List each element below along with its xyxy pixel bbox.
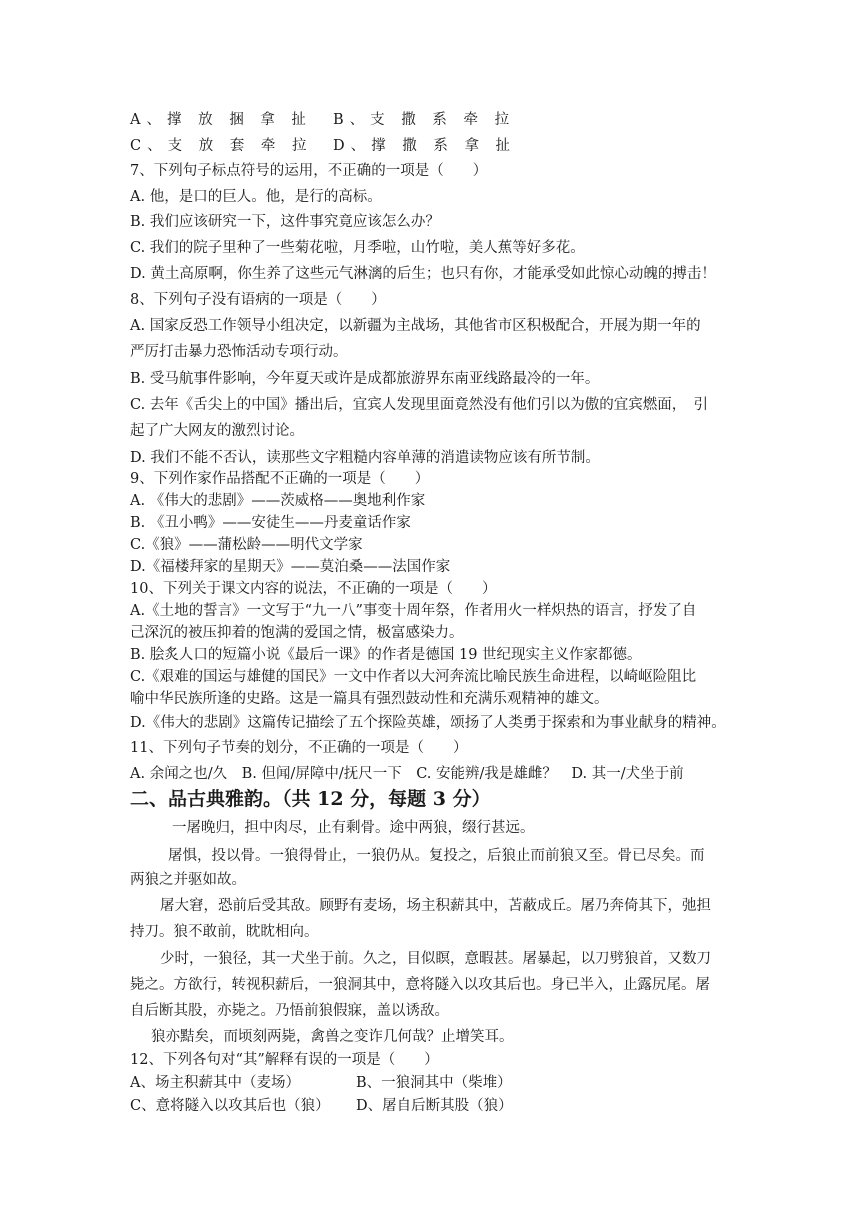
q7-stem: 7、下列句子标点符号的运用，不正确的一项是（ ） xyxy=(130,163,488,179)
q6-option-b: B、支 撒 系 牵 拉 xyxy=(333,112,516,128)
q7-option-a: A. 他，是口的巨人。他，是行的高标。 xyxy=(130,189,382,205)
passage-paragraph-2-line1: 屠惧，投以骨。一狼得骨止，一狼仍从。复投之，后狼止而前狼又至。骨已尽矣。而 xyxy=(168,848,705,864)
q7-option-c: C. 我们的院子里种了一些菊花啦，月季啦，山竹啦，美人蕉等好多花。 xyxy=(130,240,585,256)
q8-option-a-line1: A. 国家反恐工作领导小组决定，以新疆为主战场，其他省市区积极配合，开展为期一年的 xyxy=(130,318,701,334)
q8-stem: 8、下列句子没有语病的一项是（ ） xyxy=(130,292,386,308)
q6-option-d: D、撑 撒 系 拿 扯 xyxy=(333,138,517,154)
section-2-heading xyxy=(130,787,491,811)
passage-paragraph-4-line3: 自后断其股，亦毙之。乃悟前狼假寐，盖以诱敌。 xyxy=(130,1003,449,1019)
passage-paragraph-4-line1: 少时，一狼径，其一犬坐于前。久之，目似瞑，意暇甚。屠暴起，以刀劈狼首，又数刀 xyxy=(160,951,711,967)
q9-option-d: D.《福楼拜家的星期天》——莫泊桑——法国作家 xyxy=(130,559,451,575)
section-2-title: 二、品古典雅韵。 xyxy=(130,788,283,810)
passage-paragraph-4-line2: 毙之。方欲行，转视积薪后，一狼洞其中，意将隧入以攻其后也。身已半入，止露尻尾。屠 xyxy=(130,977,710,993)
q11-options: A. 余闻之也/久 B. 但闻/屏障中/抚尺一下 C. 安能辨/我是雄雌？ D. 其一/犬坐于前 xyxy=(130,766,684,782)
q10-option-d: D.《伟大的悲剧》这篇传记描绘了五个探险英雄，颂扬了人类勇于探索和为事业献身的精神。 xyxy=(130,715,726,731)
q12-option-a: A、场主积薪其中（麦场） xyxy=(130,1075,300,1091)
q12-option-c: C、意将隧入以攻其后也（狼） xyxy=(130,1098,330,1114)
q9-option-b: B. 《丑小鸭》——安徒生——丹麦童话作家 xyxy=(130,515,411,531)
q12-stem: 12、下列各句对“其”解释有误的一项是（ ） xyxy=(130,1052,439,1068)
passage-paragraph-3-line2: 持刀。狼不敢前，眈眈相向。 xyxy=(130,924,319,940)
q9-stem: 9、下列作家作品搭配不正确的一项是（ ） xyxy=(130,471,430,487)
q12-option-b: B、一狼洞其中（柴堆） xyxy=(356,1075,512,1091)
q10-option-c-line1: C.《艰难的国运与雄健的国民》一文中作者以大河奔流比喻民族生命进程，以崎岖险阻比 xyxy=(130,669,697,685)
q8-option-d: D. 我们不能不否认，读那些文字粗糙内容单薄的消遣读物应该有所节制。 xyxy=(130,450,600,466)
passage-paragraph-3-line1: 屠大窘，恐前后受其敌。顾野有麦场，场主积薪其中，苫蔽成丘。屠乃奔倚其下，弛担 xyxy=(160,898,711,914)
passage-paragraph-2-line2: 两狼之并驱如故。 xyxy=(130,872,246,888)
q12-option-d: D、屠自后断其股（狼） xyxy=(356,1098,513,1114)
passage-paragraph-1: 一屠晚归，担中肉尽，止有剩骨。途中两狼，缀行甚远。 xyxy=(172,820,535,836)
q8-option-c-line1: C. 去年《舌尖上的中国》播出后，宜宾人发现里面竟然没有他们引以为傲的宜宾燃面， 引 xyxy=(130,397,709,413)
q10-option-b: B. 脍炙人口的短篇小说《最后一课》的作者是德国 19 世纪现实主义作家都德。 xyxy=(130,647,642,663)
q10-option-c-line2: 喻中华民族所逢的史路。这是一篇具有强烈鼓动性和充满乐观精神的雄文。 xyxy=(130,691,609,707)
q7-option-d: D. 黄土高原啊，你生养了这些元气淋漓的后生；也只有你，才能承受如此惊心动魄的搏击！ xyxy=(130,266,716,282)
q8-option-c-line2: 起了广大网友的激烈讨论。 xyxy=(130,423,304,439)
q9-option-a: A. 《伟大的悲剧》——茨威格——奥地利作家 xyxy=(130,493,426,509)
q11-stem: 11、下列句子节奏的划分，不正确的一项是（ ） xyxy=(130,740,468,756)
q10-option-a-line2: 己深沉的被压抑着的饱满的爱国之情，极富感染力。 xyxy=(130,625,464,641)
q10-option-a-line1: A.《土地的誓言》一文写于“九一八”事变十周年祭，作者用火一样炽热的语言，抒发了自 xyxy=(130,603,697,619)
q6-option-c: C、支 放 套 牵 拉 xyxy=(130,138,313,154)
q7-option-b: B. 我们应该研究一下，这件事究竟应该怎么办？ xyxy=(130,214,440,230)
q9-option-c: C.《狼》——蒲松龄——明代文学家 xyxy=(130,537,363,553)
q10-stem: 10、下列关于课文内容的说法，不正确的一项是（ ） xyxy=(130,581,497,597)
passage-paragraph-5: 狼亦黠矣，而顷刻两毙，禽兽之变诈几何哉？止增笑耳。 xyxy=(151,1029,514,1045)
section-2-score-note: （共 12 分，每题 3 分） xyxy=(282,788,491,810)
q6-option-a: A、撑 放 捆 拿 扯 xyxy=(130,112,312,128)
q8-option-a-line2: 严厉打击暴力恐怖活动专项行动。 xyxy=(130,344,348,360)
q8-option-b: B. 受马航事件影响，今年夏天或许是成都旅游界东南亚线路最冷的一年。 xyxy=(130,371,600,387)
